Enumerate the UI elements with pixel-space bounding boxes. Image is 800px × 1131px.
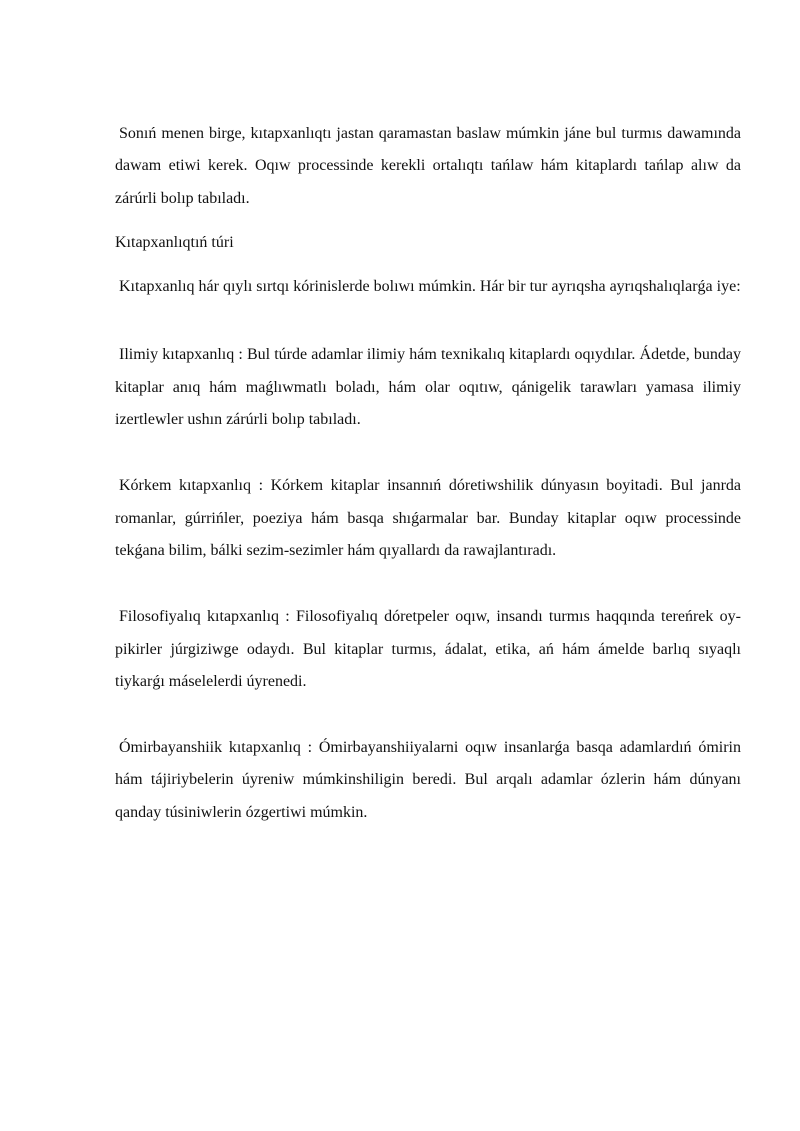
- spacer: [115, 567, 741, 601]
- paragraph-biographical: Ómirbayanshiik kıtapxanlıq : Ómirbayanshiiyalarni oqıw insanlarǵa basqa adamlardıń ómirin hám tájiriybelerin úyreniw múmkinshiligin beredi. Bul arqalı adamlar ózlerin hám dúnyanı qanday túsiniwlerin ózgertiwi múmkin.: [115, 739, 741, 821]
- paragraph-scientific: Ilimiy kıtapxanlıq : Bul túrde adamlar ilimiy hám texnikalıq kitaplardı oqıydılar. Ádetde, bunday kitaplar anıq hám maǵlıwmatlı boladı, hám olar oqıtıw, qánigelik tarawları yamasa ilimiy izertlewler ushın zárúrli bolıp tabıladı.: [115, 346, 741, 429]
- spacer: [115, 259, 741, 271]
- spacer: [115, 698, 741, 732]
- paragraph-fiction: Kórkem kıtapxanlıq : Kórkem kitaplar insannıń dóretiwshilik dúnyasın boyitadi. Bul janrda romanlar, gúrrińler, poeziya hám basqa shıǵarmalar bar. Bunday kitaplar oqıw processinde tekǵana bilim, bálki sezim-sezimler hám qıyallardı da rawajlantıradı.: [115, 477, 741, 559]
- paragraph-philosophical: Filosofiyalıq kıtapxanlıq : Filosofiyalıq dóretpeler oqıw, insandı turmıs haqqında tereńrek oy-pikirler júrgiziwge odaydı. Bul kitaplar turmıs, ádalat, etika, ań hám ámelde barlıq sıyaqlı tiykarǵı máselelerdi úyrenedi.: [115, 608, 741, 690]
- section-heading: Kıtapxanlıqtıń túri: [115, 233, 234, 251]
- document-page: [115, 118, 741, 829]
- paragraph-intro: Sonıń menen birge, kıtapxanlıqtı jastan qaramastan baslaw múmkin jáne bul turmıs dawamında dawam etiwi kerek. Oqıw processinde kerekli ortalıqtı tańlaw hám kitaplardı tańlap alıw da zárúrli bolıp tabıladı.: [115, 125, 741, 207]
- spacer: [115, 215, 741, 227]
- spacer: [115, 436, 741, 470]
- spacer: [115, 303, 741, 339]
- paragraph-types-intro: Kıtapxanlıq hár qıylı sırtqı kórinislerde bolıwı múmkin. Hár bir tur ayrıqsha ayrıqshalıqlarǵa iye:: [119, 278, 741, 296]
